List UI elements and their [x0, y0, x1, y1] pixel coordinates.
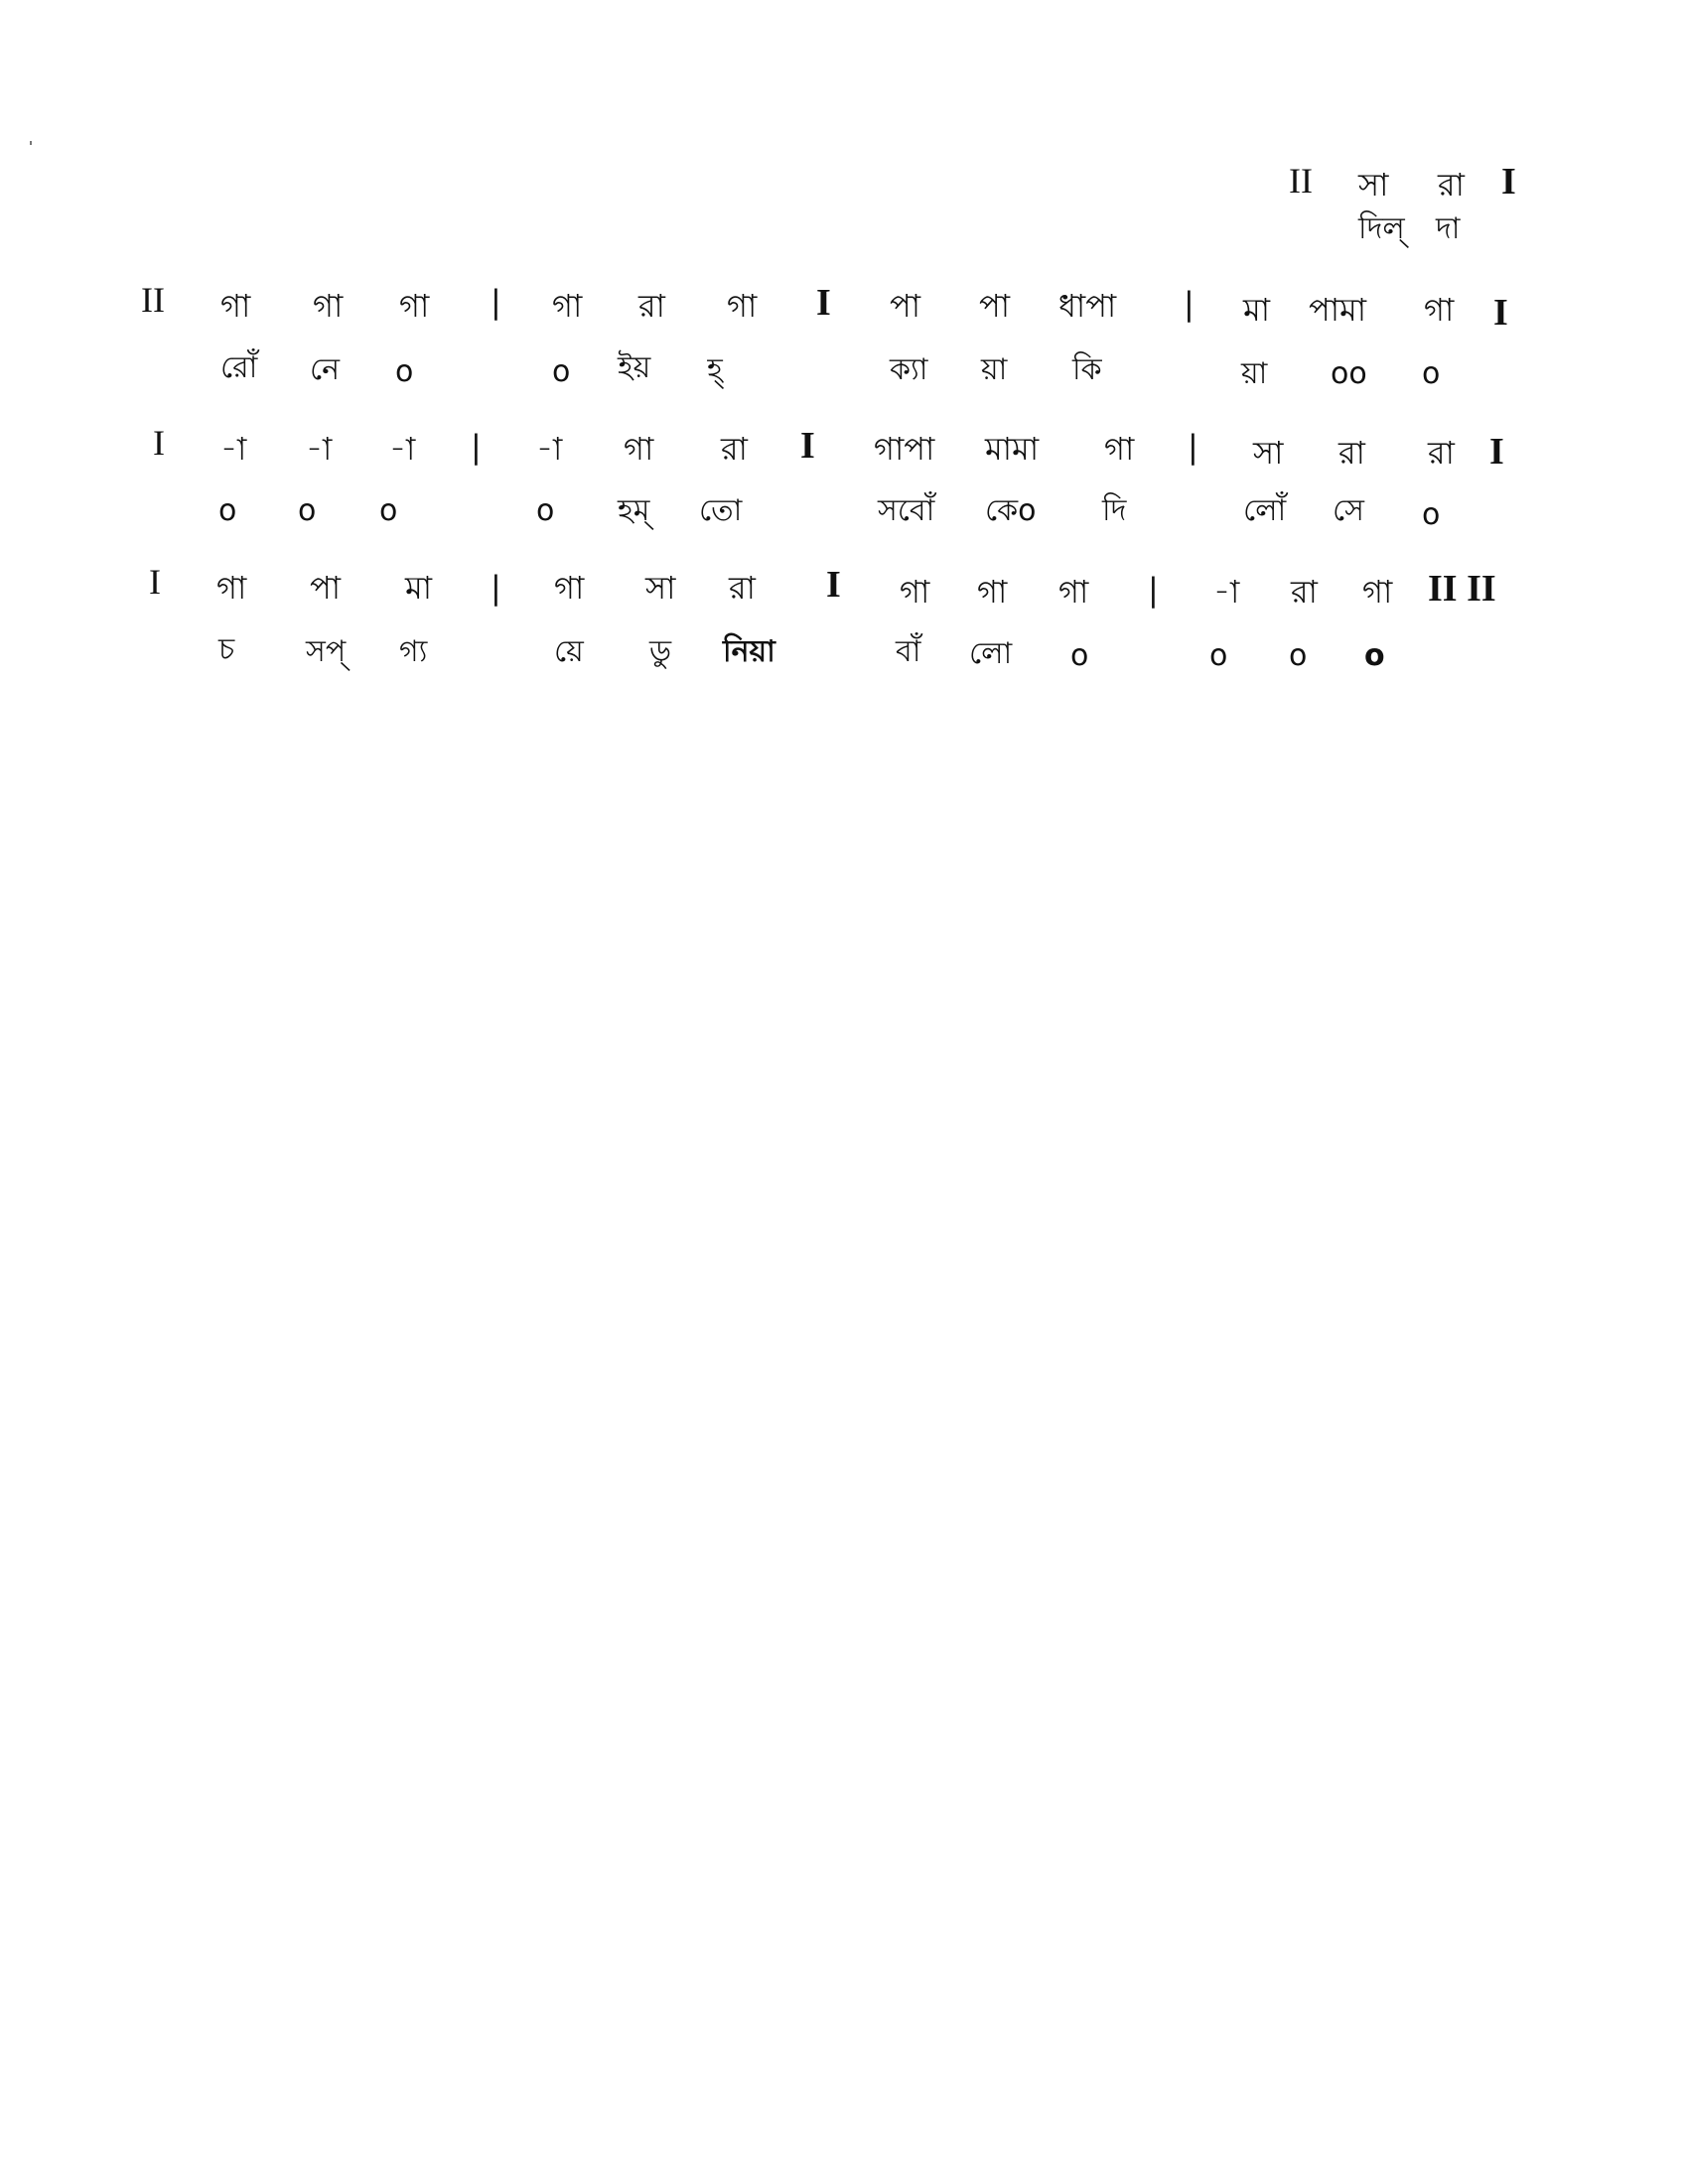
lyric-syllable: oo [1331, 356, 1367, 391]
bar-line: I [1501, 161, 1516, 203]
lyric-syllable: o [1070, 638, 1089, 673]
double-bar: II [1289, 161, 1313, 201]
bar-line: I [800, 425, 815, 467]
lyric-syllable: o [298, 493, 317, 528]
note: গা [313, 287, 344, 325]
note-rest: -া [389, 430, 416, 468]
note: গা [1424, 291, 1455, 329]
note: রা [721, 430, 748, 468]
lyric-syllable: গ্য [399, 634, 428, 669]
bar-line: I [826, 564, 841, 606]
note-rest: -া [1213, 573, 1240, 611]
beat-divider: | [1184, 285, 1195, 323]
lyric-syllable: চ [218, 632, 235, 667]
lyric-syllable: য়া [1241, 356, 1268, 391]
lyric-syllable: o [1422, 497, 1441, 532]
beat-divider: | [1148, 571, 1159, 609]
note: গা [399, 287, 430, 325]
note: পামা [1309, 291, 1367, 329]
lyric-syllable: তো [699, 493, 743, 528]
note: ধাপা [1058, 287, 1117, 325]
final-double-bar: II II [1428, 568, 1496, 610]
note: রা [1291, 573, 1318, 611]
lyric-syllable: ইয় [618, 350, 651, 385]
note: মা [405, 569, 433, 607]
lyric-syllable: নিয়া [723, 634, 775, 669]
lyric-syllable: o [552, 354, 571, 389]
note: গা [554, 569, 585, 607]
lyric-syllable: সপ্ [306, 634, 347, 669]
note: গা [977, 573, 1008, 611]
lyric-syllable: o [1289, 638, 1308, 673]
note: মামা [985, 430, 1040, 468]
lyric-syllable: বাঁ [896, 634, 921, 669]
note: রা [729, 569, 756, 607]
lyric-syllable: সে [1333, 493, 1364, 528]
lyric-syllable: য়া [981, 352, 1008, 387]
note: রা [638, 287, 665, 325]
bar-line: I [149, 562, 161, 602]
lyric-syllable: লোঁ [1243, 493, 1287, 528]
note-rest: -া [220, 430, 247, 468]
note: রা [1438, 166, 1465, 204]
scan-speck [30, 141, 32, 145]
note: পা [310, 569, 342, 607]
beat-divider: | [1188, 428, 1198, 466]
note: পা [979, 287, 1011, 325]
note: গা [727, 287, 758, 325]
note: সা [1358, 166, 1389, 204]
note: গা [1104, 430, 1135, 468]
note: গা [216, 569, 247, 607]
lyric-syllable: o [1364, 638, 1385, 673]
note: গা [552, 287, 583, 325]
lyric-syllable: দি [1102, 493, 1127, 528]
lyric-syllable: দা [1436, 211, 1461, 246]
lyric-syllable: o [536, 493, 555, 528]
bar-line: I [153, 423, 165, 463]
lyric-syllable: লো [969, 636, 1013, 671]
beat-divider: | [491, 283, 501, 321]
note: গাপা [874, 430, 935, 468]
lyric-syllable: ক্যা [890, 352, 928, 387]
note: গা [624, 430, 654, 468]
note-rest: -া [306, 430, 333, 468]
lyric-syllable: o [379, 493, 398, 528]
lyric-syllable: o [1209, 638, 1228, 673]
note: গা [900, 573, 930, 611]
lyric-syllable: রোঁ [220, 350, 258, 385]
lyric-syllable: o [395, 354, 414, 389]
lyric-syllable: ডু [649, 634, 672, 669]
note: সা [645, 569, 676, 607]
lyric-syllable: হ্ [707, 352, 723, 387]
note: রা [1428, 434, 1455, 472]
note: পা [890, 287, 921, 325]
lyric-syllable: কেo [985, 493, 1037, 528]
note: গা [220, 287, 251, 325]
beat-divider: | [491, 569, 501, 607]
double-bar: II [141, 280, 165, 320]
bar-line: I [1493, 292, 1508, 334]
note-rest: -া [536, 430, 563, 468]
bar-line: I [816, 282, 831, 324]
beat-divider: | [471, 428, 482, 466]
lyric-syllable: o [218, 493, 237, 528]
lyric-syllable: দিল্ [1358, 211, 1405, 246]
lyric-syllable: হম্ [618, 493, 650, 528]
note: সা [1253, 434, 1284, 472]
note: রা [1338, 434, 1365, 472]
note: গা [1058, 573, 1089, 611]
lyric-syllable: সবোঁ [878, 493, 935, 528]
lyric-syllable: নে [310, 352, 341, 387]
lyric-syllable: o [1422, 356, 1441, 391]
lyric-syllable: য়ে [554, 634, 584, 669]
note: মা [1243, 291, 1271, 329]
lyric-syllable: কি [1072, 352, 1102, 387]
note: গা [1362, 573, 1393, 611]
bar-line: I [1489, 431, 1504, 473]
